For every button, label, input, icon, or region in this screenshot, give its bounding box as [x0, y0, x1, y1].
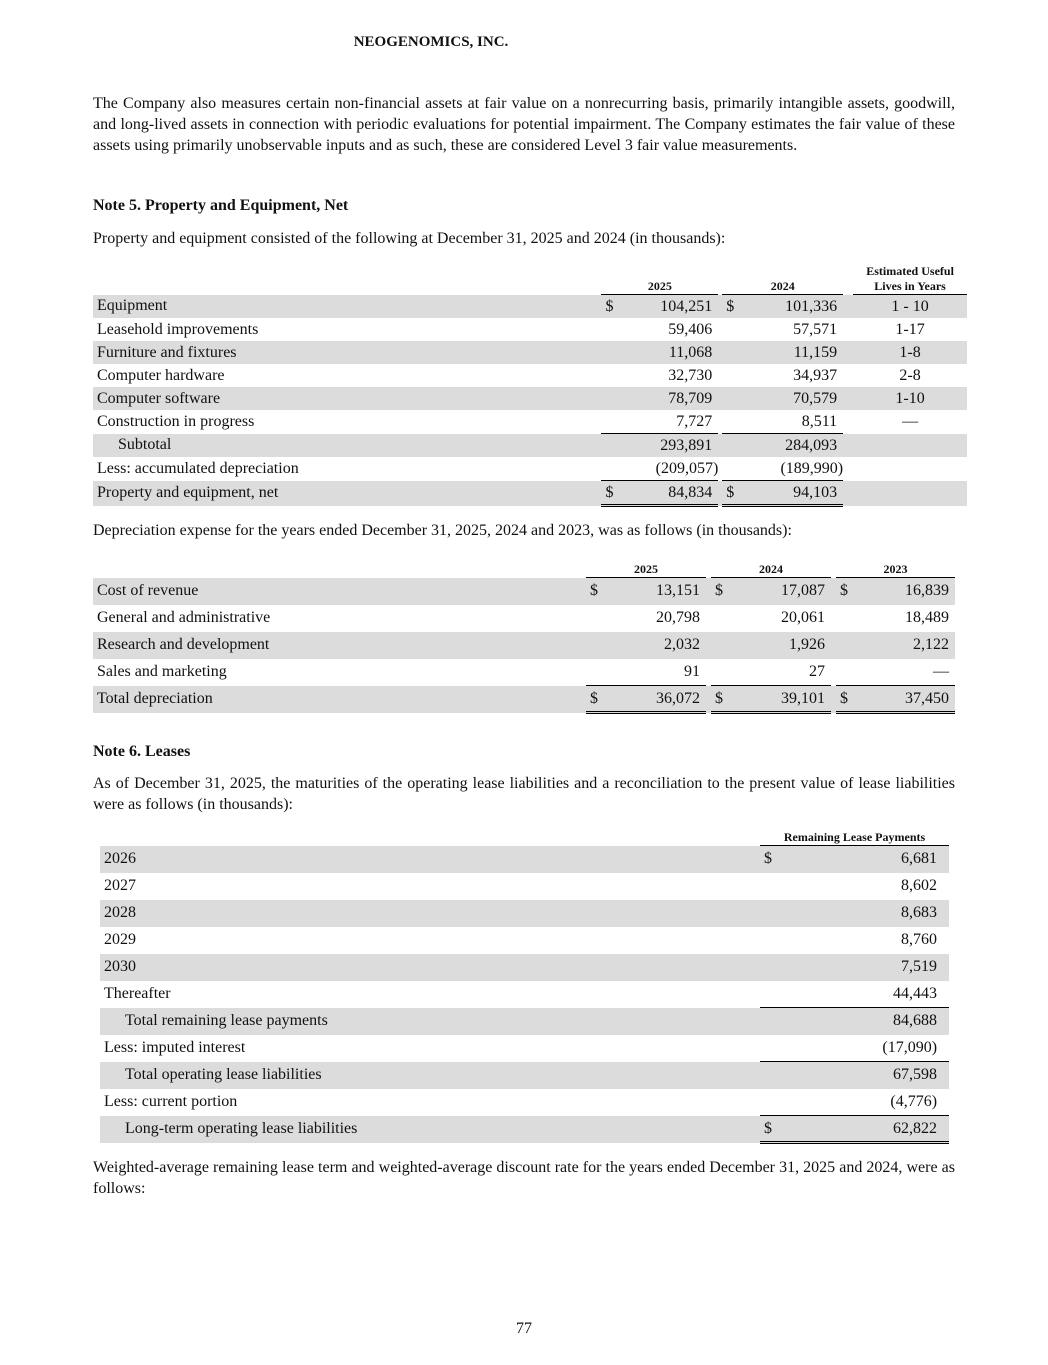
row-label: Construction in progress	[97, 412, 255, 430]
row-label: Less: imputed interest	[104, 1039, 246, 1056]
value-2025: 13,151	[606, 578, 706, 605]
total-row	[93, 481, 967, 506]
row-label: Furniture and fixtures	[93, 341, 601, 364]
table-row	[93, 659, 955, 686]
table-row	[100, 900, 949, 927]
lease-value: 7,519	[780, 954, 949, 981]
value-2024: 8,511	[801, 412, 838, 430]
currency-symbol: $	[836, 686, 856, 713]
table-row	[93, 410, 967, 434]
row-label: Less: current portion	[104, 1093, 238, 1110]
value-2023: 18,489	[905, 609, 949, 626]
col-2024: 2024	[722, 264, 843, 295]
col-2025: 2025	[601, 264, 718, 295]
row-label: Property and equipment, net	[93, 481, 601, 506]
value-2023: —	[933, 662, 949, 680]
lease-value: 84,688	[780, 1008, 949, 1035]
currency-symbol: $	[760, 846, 780, 873]
lease-value: (4,776)	[890, 1092, 938, 1110]
row-label: Computer software	[93, 387, 601, 410]
table-row	[100, 927, 949, 954]
row-label: 2027	[104, 877, 136, 894]
value-2025: 59,406	[668, 320, 713, 338]
value-2024: 57,571	[793, 320, 838, 338]
lease-value: 44,443	[893, 984, 938, 1002]
value-2024: 27	[809, 662, 825, 680]
row-label: Sales and marketing	[97, 663, 227, 680]
depreciation-description: Depreciation expense for the years ended December 31, 2025, 2024 and 2023, was as follows (in thousands):	[93, 522, 792, 539]
value-2025: 32,730	[668, 366, 713, 384]
row-label: Thereafter	[104, 985, 171, 1002]
col-remaining-lease-payments: Remaining Lease Payments	[760, 830, 949, 846]
useful-life: 1-8	[853, 341, 967, 364]
subtotal-row	[93, 434, 967, 458]
useful-life: 2-8	[899, 366, 921, 384]
row-label: Research and development	[93, 632, 586, 659]
value-2024: (189,990)	[780, 459, 844, 477]
row-label: Total remaining lease payments	[100, 1008, 760, 1035]
table-row	[100, 846, 949, 873]
currency-symbol: $	[711, 578, 731, 605]
row-label: Cost of revenue	[93, 578, 586, 605]
row-label: Total operating lease liabilities	[100, 1062, 760, 1089]
value-2025: 20,798	[656, 609, 700, 626]
intro-paragraph: The Company also measures certain non-financial assets at fair value on a nonrecurring basis, primarily intangible assets, goodwill, and long-lived assets in connection with periodic evaluations for potential impairment. The Company estimates the fair value of these assets using primarily unobservable inputs and as such, these are considered Level 3 fair value measurements.	[93, 95, 955, 154]
row-label: Leasehold improvements	[97, 320, 259, 338]
subtotal-row	[100, 1062, 949, 1089]
value-2025: 36,072	[606, 686, 706, 713]
table-row	[93, 387, 967, 410]
table-row	[93, 632, 955, 659]
row-label: Total depreciation	[93, 686, 586, 713]
value-2024: 34,937	[793, 366, 838, 384]
table-row	[100, 1035, 949, 1062]
row-label: 2029	[104, 931, 136, 948]
subtotal-row	[100, 1008, 949, 1035]
value-2024: 20,061	[781, 609, 825, 626]
note5-description: Property and equipment consisted of the following at December 31, 2025 and 2024 (in thousands):	[93, 230, 726, 247]
table-row	[93, 578, 955, 605]
table-row	[100, 873, 949, 900]
col-2023: 2023	[836, 562, 955, 578]
row-label: 2030	[100, 954, 760, 981]
table-row	[100, 954, 949, 981]
value-2025: 84,834	[622, 481, 719, 506]
value-2023: 16,839	[856, 578, 955, 605]
value-2023: 37,450	[856, 686, 955, 713]
value-2025: 293,891	[622, 434, 719, 458]
value-2024: 70,579	[742, 387, 843, 410]
currency-symbol: $	[586, 578, 606, 605]
col-2025: 2025	[586, 562, 706, 578]
col-useful-life	[853, 264, 967, 295]
lease-value: 67,598	[780, 1062, 949, 1089]
lease-value: 8,760	[901, 931, 938, 948]
row-label: 2026	[100, 846, 760, 873]
useful-life: 1-17	[895, 320, 925, 338]
table-row	[100, 981, 949, 1008]
row-label: Computer hardware	[97, 366, 225, 384]
value-2025: 91	[684, 662, 700, 680]
currency-symbol: $	[601, 295, 621, 319]
useful-life: 1 - 10	[853, 295, 967, 319]
currency-symbol: $	[722, 295, 742, 319]
col-life-line2: Lives in Years	[874, 279, 946, 293]
lease-value: 8,602	[901, 877, 938, 894]
value-2025: 78,709	[622, 387, 719, 410]
lease-value: 8,683	[780, 900, 949, 927]
currency-symbol: $	[836, 578, 856, 605]
value-2024: 17,087	[731, 578, 831, 605]
table-header	[100, 830, 949, 846]
useful-life: 1-10	[853, 387, 967, 410]
currency-symbol: $	[722, 481, 742, 506]
value-2024: 39,101	[731, 686, 831, 713]
value-2025: 11,068	[622, 341, 719, 364]
table-row	[93, 318, 967, 341]
table-row	[93, 364, 967, 387]
value-2023: 2,122	[856, 632, 955, 659]
table-row	[93, 341, 967, 364]
table-row	[93, 605, 955, 632]
table-header	[93, 264, 967, 295]
lease-value: (17,090)	[882, 1038, 938, 1056]
table-row	[100, 1089, 949, 1116]
row-label: Less: accumulated depreciation	[97, 459, 299, 477]
note6-title: Note 6. Leases	[93, 743, 191, 760]
table-header	[93, 562, 955, 578]
row-label: Long-term operating lease liabilities	[100, 1116, 760, 1143]
value-2024: 11,159	[742, 341, 843, 364]
value-2024: 94,103	[742, 481, 843, 506]
table-row	[93, 457, 967, 481]
company-header: NEOGENOMICS, INC.	[353, 34, 509, 50]
currency-symbol: $	[601, 481, 621, 506]
value-2025: (209,057)	[655, 459, 719, 477]
value-2024: 1,926	[731, 632, 831, 659]
note5-title: Note 5. Property and Equipment, Net	[93, 197, 349, 214]
currency-symbol: $	[711, 686, 731, 713]
depreciation-table	[93, 562, 955, 714]
col-life-line1: Estimated Useful	[866, 264, 954, 278]
row-label: 2028	[100, 900, 760, 927]
total-row	[100, 1116, 949, 1143]
total-row	[93, 686, 955, 713]
lease-value: 6,681	[780, 846, 949, 873]
row-label: Subtotal	[93, 434, 601, 458]
closing-paragraph: Weighted-average remaining lease term and weighted-average discount rate for the years ended December 31, 2025 and 2024, were as follows:	[93, 1159, 955, 1197]
value-2025: 7,727	[676, 412, 713, 430]
useful-life: —	[902, 412, 919, 430]
property-equipment-table	[93, 264, 967, 507]
page-number: 77	[516, 1320, 532, 1337]
row-label: Equipment	[93, 295, 601, 319]
value-2025: 2,032	[606, 632, 706, 659]
col-2024: 2024	[711, 562, 831, 578]
value-2024: 284,093	[742, 434, 843, 458]
note6-description: As of December 31, 2025, the maturities of the operating lease liabilities and a reconciliation to the present value of lease liabilities were as follows (in thousands):	[93, 775, 955, 813]
row-label: General and administrative	[97, 609, 271, 626]
value-2024: 101,336	[742, 295, 843, 319]
lease-value: 62,822	[780, 1116, 949, 1143]
lease-maturities-table	[100, 830, 949, 1144]
currency-symbol: $	[760, 1116, 780, 1143]
currency-symbol: $	[586, 686, 606, 713]
value-2025: 104,251	[622, 295, 719, 319]
table-row	[93, 295, 967, 319]
